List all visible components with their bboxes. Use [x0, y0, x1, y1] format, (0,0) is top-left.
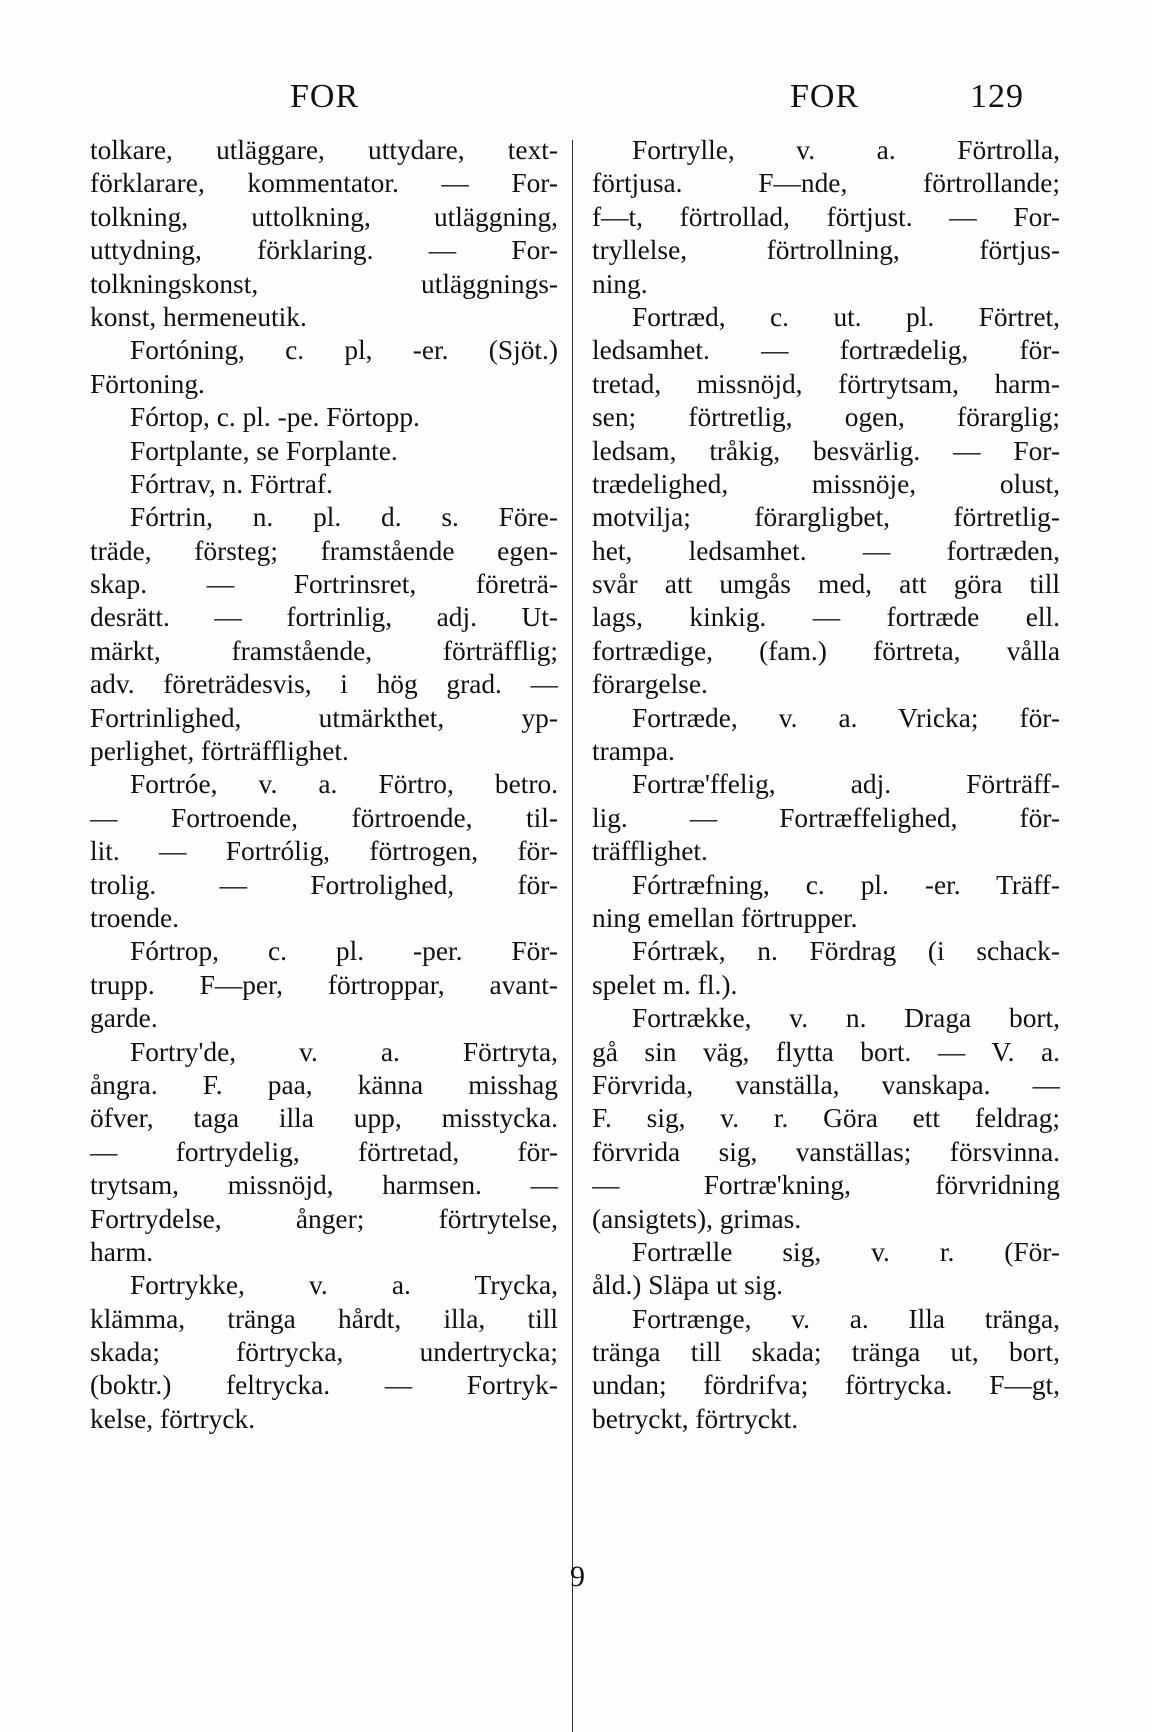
dictionary-line: motvilja; förargligbet, förtretlig-: [592, 502, 1060, 533]
dictionary-line: träfflighet.: [592, 836, 708, 867]
dictionary-line: tolkning, uttolkning, utläggning,: [90, 201, 558, 232]
column-divider: [572, 140, 573, 1732]
dictionary-line: Förtoning.: [90, 368, 205, 399]
dictionary-line: Fortry'de, v. a. Förtryta,: [130, 1036, 558, 1067]
dictionary-line: förtjusa. F—nde, förtrollande;: [592, 168, 1060, 199]
dictionary-line: betryckt, förtryckt.: [592, 1403, 799, 1434]
dictionary-line: kelse, förtryck.: [90, 1403, 256, 1434]
dictionary-line: konst, hermeneutik.: [90, 301, 307, 332]
dictionary-line: Fortróe, v. a. Förtro, betro.: [130, 769, 558, 800]
dictionary-line: förargelse.: [592, 669, 708, 700]
dictionary-line: het, ledsamhet. — fortræden,: [592, 535, 1060, 566]
dictionary-line: tryllelse, förtrollning, förtjus-: [592, 235, 1060, 266]
dictionary-line: lig. — Fortræffelighed, för-: [592, 802, 1060, 833]
dictionary-line: desrätt. — fortrinlig, adj. Ut-: [90, 602, 558, 633]
dictionary-line: uttydning, förklaring. — For-: [90, 235, 558, 266]
dictionary-line: åld.) Släpa ut sig.: [592, 1270, 783, 1301]
dictionary-line: ledsamhet. — fortrædelig, för-: [592, 335, 1060, 366]
dictionary-line: Förvrida, vanställa, vanskapa. —: [592, 1069, 1060, 1100]
dictionary-line: adv. företrädesvis, i hög grad. —: [90, 669, 558, 700]
dictionary-line: trampa.: [592, 736, 675, 767]
dictionary-line: undan; fördrifva; förtrycka. F—gt,: [592, 1370, 1060, 1401]
dictionary-line: — Fortroende, förtroende, til-: [90, 802, 558, 833]
dictionary-line: Fórtræfning, c. pl. -er. Träff-: [632, 869, 1060, 900]
dictionary-line: — fortrydelig, förtretad, för-: [90, 1136, 558, 1167]
dictionary-line: Fórtop, c. pl. -pe. Förtopp.: [130, 402, 420, 433]
dictionary-line: Fortrylle, v. a. Förtrolla,: [632, 135, 1060, 165]
dictionary-line: F. sig, v. r. Göra ett feldrag;: [592, 1103, 1060, 1134]
dictionary-line: märkt, framstående, förträfflig;: [90, 635, 558, 666]
dictionary-line: lags, kinkig. — fortræde ell.: [592, 602, 1060, 633]
left-column: [90, 134, 558, 1436]
dictionary-line: — Fortræ'kning, förvridning: [592, 1170, 1060, 1201]
dictionary-line: Fortplante, se Forplante.: [130, 435, 398, 466]
dictionary-line: Fortrykke, v. a. Trycka,: [130, 1270, 558, 1301]
dictionary-line: skada; förtrycka, undertrycka;: [90, 1337, 558, 1368]
dictionary-line: lit. — Fortrólig, förtrogen, för-: [90, 836, 558, 867]
dictionary-line: (ansigtets), grimas.: [592, 1203, 802, 1234]
signature-mark: 9: [570, 1560, 585, 1593]
dictionary-line: ning emellan förtrupper.: [592, 902, 858, 933]
dictionary-line: Fórtrav, n. Förtraf.: [130, 468, 333, 499]
running-head-right: FOR: [790, 78, 860, 115]
dictionary-line: Fortrælle sig, v. r. (För-: [632, 1236, 1060, 1267]
dictionary-line: garde.: [90, 1003, 158, 1034]
dictionary-line: f—t, förtrollad, förtjust. — For-: [592, 201, 1060, 232]
dictionary-line: klämma, tränga hårdt, illa, till: [90, 1303, 558, 1334]
dictionary-line: Fórtræk, n. Fördrag (i schack-: [632, 936, 1060, 967]
dictionary-line: Fórtrin, n. pl. d. s. Före-: [130, 502, 558, 533]
dictionary-line: Fortrinlighed, utmärkthet, yp-: [90, 702, 558, 733]
dictionary-line: ning.: [592, 268, 648, 299]
dictionary-line: tretad, missnöjd, förtrytsam, harm-: [592, 368, 1060, 399]
dictionary-line: träde, försteg; framstående egen-: [90, 535, 558, 566]
dictionary-line: Fortrænge, v. a. Illa tränga,: [632, 1303, 1060, 1334]
dictionary-line: tolkare, utläggare, uttydare, text-: [90, 135, 558, 165]
dictionary-line: förklarare, kommentator. — For-: [90, 168, 558, 199]
dictionary-line: Fórtrop, c. pl. -per. För-: [130, 936, 558, 967]
dictionary-line: Fortræ'ffelig, adj. Förträff-: [632, 769, 1060, 800]
dictionary-line: fortrædige, (fam.) förtreta, vålla: [592, 635, 1060, 666]
dictionary-line: Fortræd, c. ut. pl. Förtret,: [632, 301, 1060, 332]
dictionary-line: förvrida sig, vanställas; försvinna.: [592, 1136, 1060, 1167]
running-head-left: FOR: [290, 78, 360, 115]
dictionary-line: ledsam, tråkig, besvärlig. — For-: [592, 435, 1060, 466]
dictionary-line: Fortrydelse, ånger; förtrytelse,: [90, 1203, 558, 1234]
dictionary-line: perlighet, förträfflighet.: [90, 736, 349, 767]
dictionary-line: trædelighed, missnöje, olust,: [592, 468, 1060, 499]
dictionary-line: trolig. — Fortrolighed, för-: [90, 869, 558, 900]
dictionary-line: Fortrække, v. n. Draga bort,: [632, 1003, 1060, 1034]
dictionary-line: trupp. F—per, förtroppar, avant-: [90, 969, 558, 1000]
dictionary-line: skap. — Fortrinsret, företrä-: [90, 569, 558, 600]
page-number: 129: [970, 78, 1024, 115]
dictionary-line: harm.: [90, 1236, 154, 1267]
dictionary-line: troende.: [90, 902, 179, 933]
dictionary-line: tränga till skada; tränga ut, bort,: [592, 1337, 1060, 1368]
dictionary-line: öfver, taga illa upp, misstycka.: [90, 1103, 558, 1134]
right-column: [592, 134, 1060, 1436]
dictionary-line: svår att umgås med, att göra till: [592, 569, 1060, 600]
dictionary-line: spelet m. fl.).: [592, 969, 738, 1000]
dictionary-line: ångra. F. paa, känna misshag: [90, 1069, 558, 1100]
dictionary-line: Fortóning, c. pl, -er. (Sjöt.): [130, 335, 558, 366]
dictionary-line: (boktr.) feltrycka. — Fortryk-: [90, 1370, 558, 1401]
dictionary-line: gå sin väg, flytta bort. — V. a.: [592, 1036, 1060, 1067]
dictionary-line: sen; förtretlig, ogen, förarglig;: [592, 402, 1060, 433]
dictionary-line: tolkningskonst, utläggnings-: [90, 268, 558, 299]
dictionary-line: Fortræde, v. a. Vricka; för-: [632, 702, 1060, 733]
dictionary-line: trytsam, missnöjd, harmsen. —: [90, 1170, 558, 1201]
